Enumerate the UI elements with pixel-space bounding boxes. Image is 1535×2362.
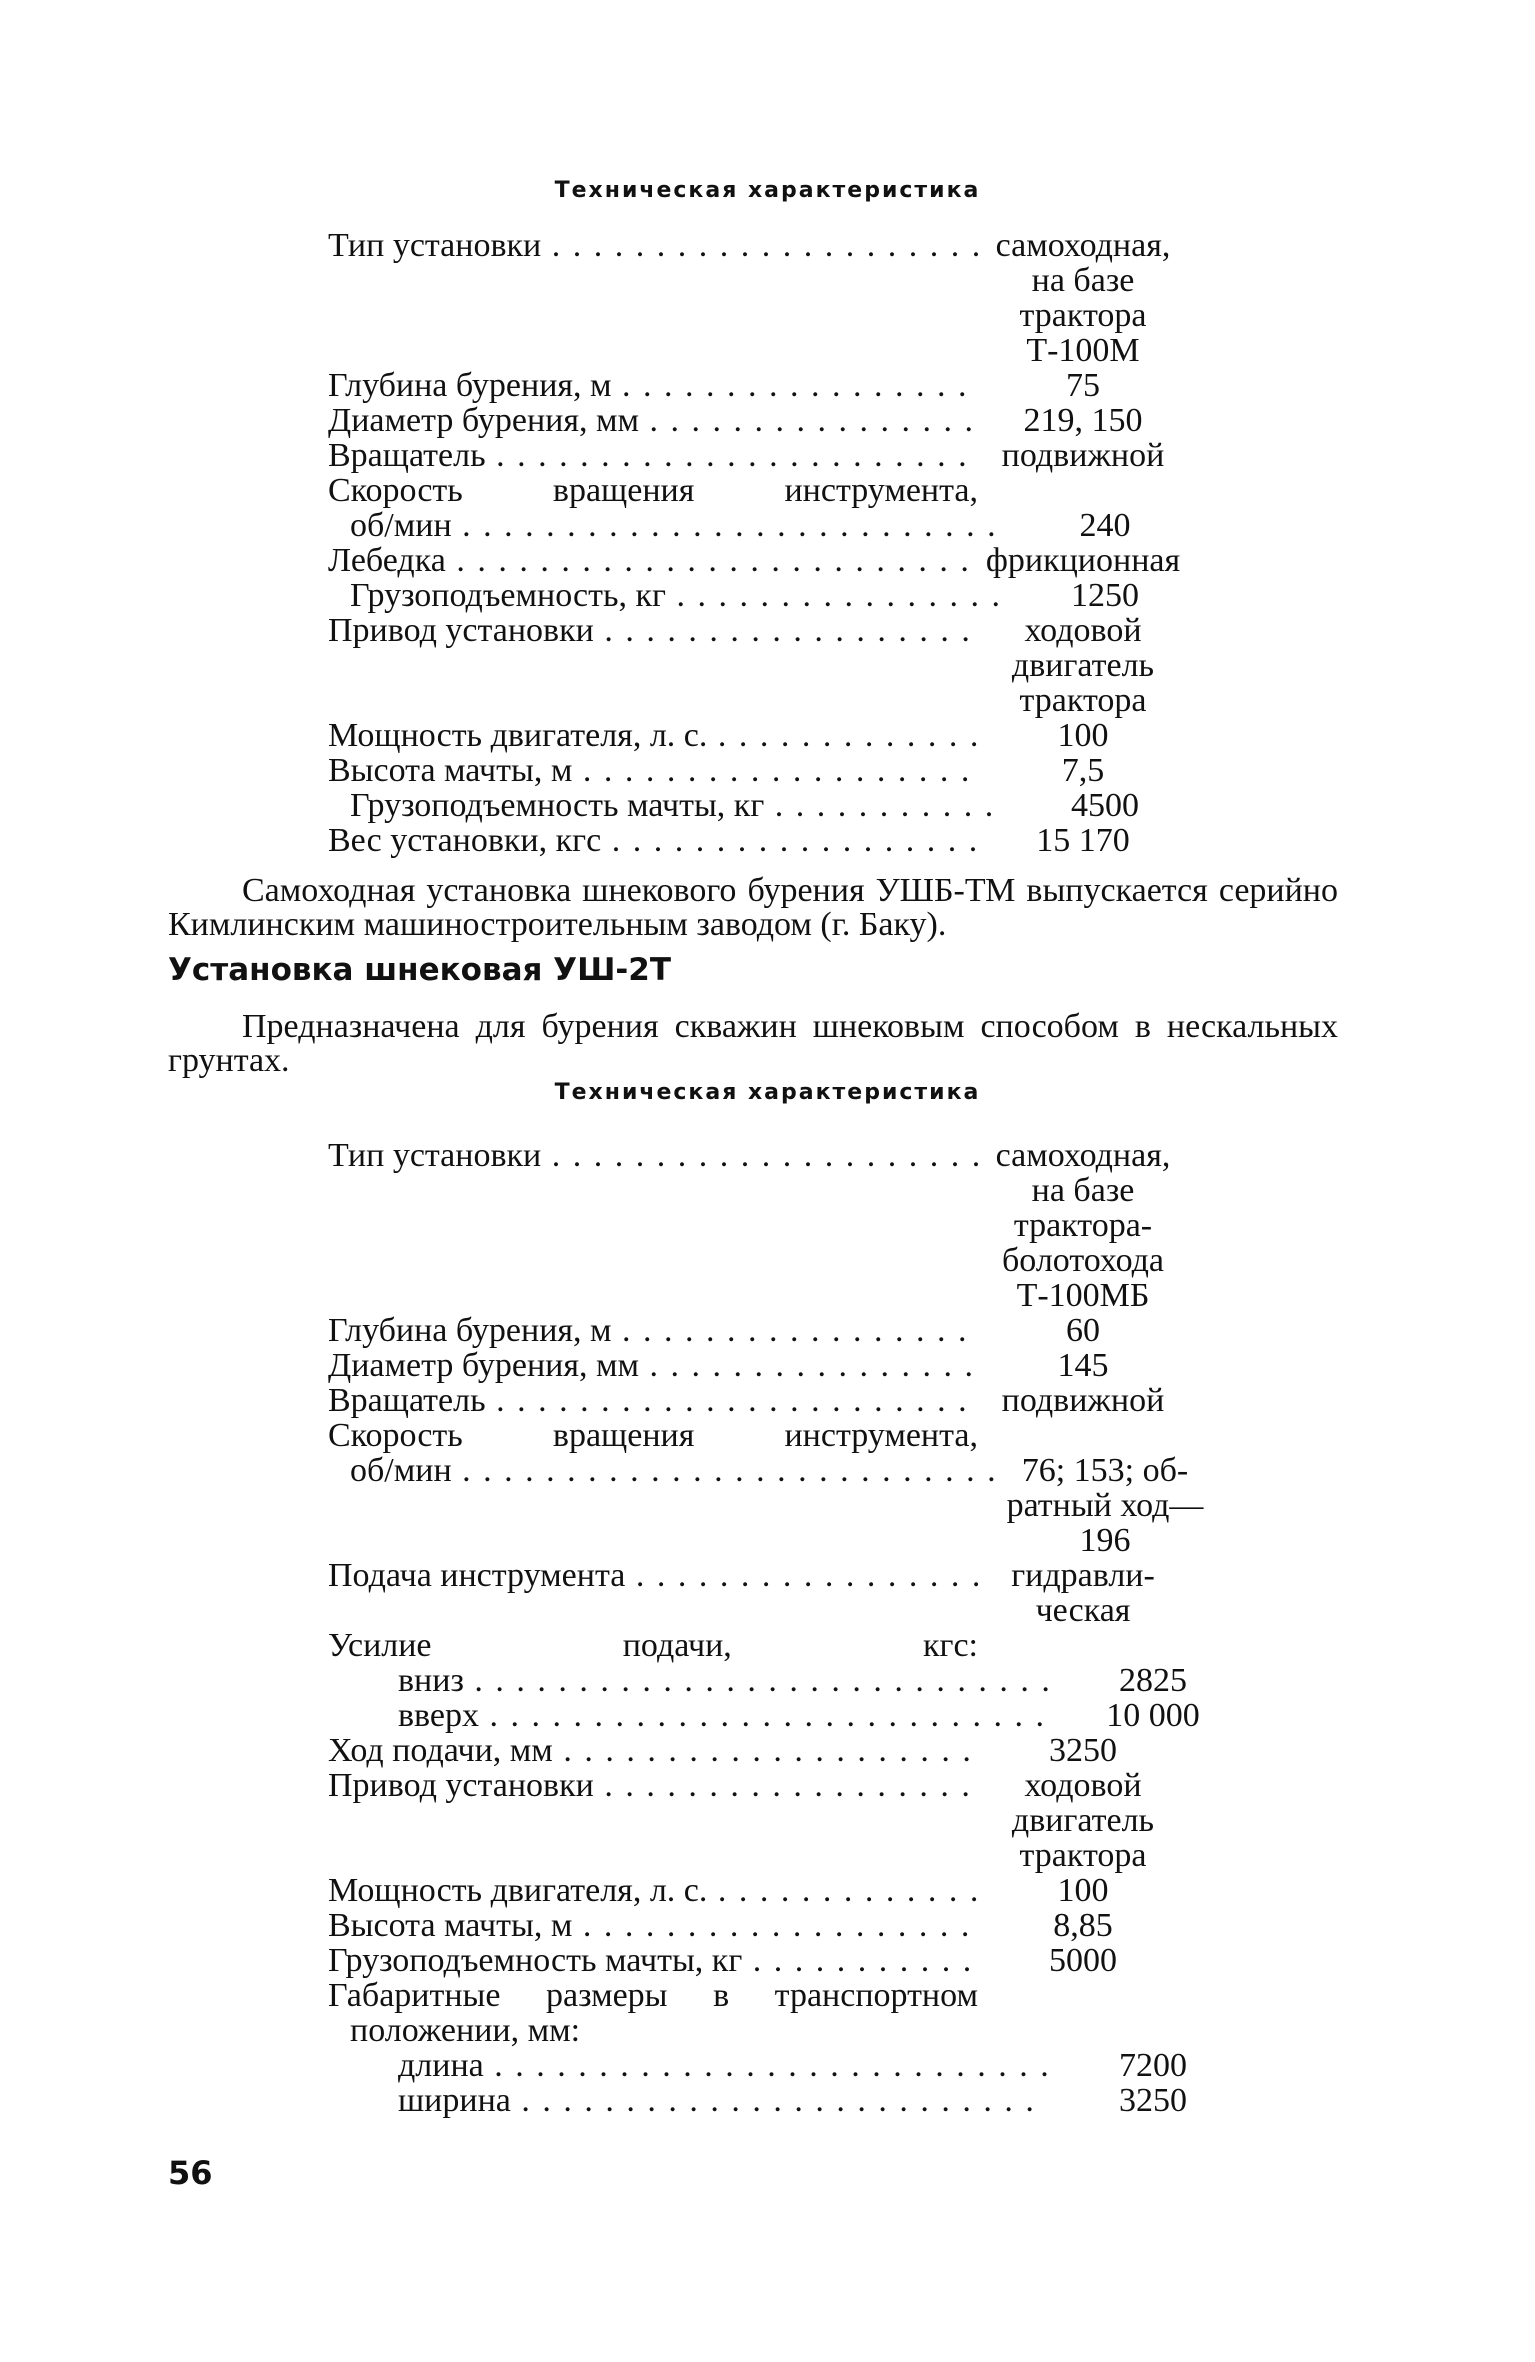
spec-row <box>328 823 1208 858</box>
spec-label: Диаметр бурения, мм . . . <box>328 403 978 438</box>
spec-row <box>328 1628 1208 1663</box>
spec-value: 7,5 <box>1061 752 1105 789</box>
spec-value: самоходная, на базе трактора Т-100М <box>995 227 1171 369</box>
spec-row <box>328 543 1208 578</box>
spec-label: ширина . . . <box>328 2083 1048 2118</box>
spec-row <box>328 508 1208 543</box>
spec-label: Грузоподъемность, кг . . . <box>328 578 1000 613</box>
spec-label: Подача инструмента . . . <box>328 1558 978 1593</box>
spec-label: Высота мачты, м . . . <box>328 1908 978 1943</box>
spec-label: Глубина бурения, м . . . <box>328 1313 978 1348</box>
spec-value: 75 <box>1066 367 1100 404</box>
spec-value: 2825 <box>1119 1662 1187 1699</box>
spec-label: Вращатель . . . <box>328 438 978 473</box>
spec-value: 8,85 <box>1053 1907 1113 1944</box>
spec-value: 3250 <box>1119 2082 1187 2119</box>
spec-row <box>328 613 1208 718</box>
spec-label: Усилие подачи, кгс: <box>328 1628 978 1663</box>
spec-value: 15 170 <box>1036 822 1130 859</box>
paragraph-ushb-tm: Самоходная установка шнекового бурения УШБ-ТМ выпускается серийно Кимлинским машиностроительным заводом (г. Баку). <box>168 872 1338 943</box>
spec-label: длина . . . <box>328 2048 1048 2083</box>
spec-row <box>328 473 1208 508</box>
spec-label: Глубина бурения, м . . . <box>328 368 978 403</box>
spec-row <box>328 1733 1208 1768</box>
spec-value: 7200 <box>1119 2047 1187 2084</box>
spec-label: вниз . . . <box>328 1663 1048 1698</box>
spec-value: 3250 <box>1049 1732 1117 1769</box>
spec-label: Мощность двигателя, л. с. . . . <box>328 1873 978 1908</box>
spec-row <box>328 1383 1208 1418</box>
spec-label: Скорость вращения инструмента, <box>328 473 978 508</box>
spec-value: 240 <box>1079 507 1131 544</box>
spec-row <box>328 1313 1208 1348</box>
spec-label: Мощность двигателя, л. с. . . . <box>328 718 978 753</box>
spec-table-2 <box>328 1138 1208 2118</box>
spec-value: ходовой двигатель трактора <box>1011 1767 1155 1874</box>
spec-value: подвижной <box>1001 437 1165 474</box>
spec-row <box>328 1768 1208 1873</box>
page-number: 56 <box>168 2154 213 2192</box>
spec-label: Вес установки, кгс . . . <box>328 823 978 858</box>
spec-row <box>328 1558 1208 1628</box>
spec-row <box>328 578 1208 613</box>
spec-row <box>328 1418 1208 1453</box>
spec-label: Скорость вращения инструмента, <box>328 1418 978 1453</box>
spec-row <box>328 228 1208 368</box>
spec-value: 4500 <box>1071 787 1139 824</box>
spec-title-1: Техническая характеристика <box>554 178 981 203</box>
spec-label: Ход подачи, мм . . . <box>328 1733 978 1768</box>
spec-label: Грузоподъемность мачты, кг . . . <box>328 788 1000 823</box>
spec-value: 1250 <box>1071 577 1139 614</box>
spec-value: ходовой двигатель трактора <box>1011 612 1155 719</box>
spec-label: Габаритные размеры в транспортном <box>328 1978 978 2013</box>
spec-label: Диаметр бурения, мм . . . <box>328 1348 978 1383</box>
spec-value: 145 <box>1057 1347 1109 1384</box>
spec-table-1 <box>328 228 1208 858</box>
spec-title-2: Техническая характеристика <box>554 1080 981 1105</box>
spec-label: положении, мм: <box>350 2013 581 2048</box>
spec-row <box>328 1873 1208 1908</box>
spec-label: Привод установки . . . <box>328 1768 978 1803</box>
spec-value: 60 <box>1066 1312 1100 1349</box>
spec-row <box>328 1908 1208 1943</box>
spec-row <box>328 438 1208 473</box>
spec-label: вверх . . . <box>328 1698 1048 1733</box>
spec-value: подвижной <box>1001 1382 1165 1419</box>
spec-label: Тип установки . . . <box>328 1138 978 1173</box>
spec-value: 76; 153; об- ратный ход— 196 <box>1006 1452 1204 1559</box>
spec-row <box>328 1138 1208 1313</box>
spec-row <box>328 368 1208 403</box>
spec-row <box>328 1978 1208 2013</box>
spec-label: об/мин . . . <box>328 508 1000 543</box>
spec-row <box>328 1698 1208 1733</box>
spec-row <box>328 1663 1208 1698</box>
spec-row <box>328 2048 1208 2083</box>
spec-value: 10 000 <box>1106 1697 1200 1734</box>
spec-value: гидравли- ческая <box>1011 1557 1155 1629</box>
paragraph-ush-2t-purpose: Предназначена для бурения скважин шнековым способом в нескальных грунтах. <box>168 1008 1338 1079</box>
spec-row <box>328 2013 1208 2048</box>
spec-row <box>328 1943 1208 1978</box>
spec-label: Грузоподъемность мачты, кг . . . <box>328 1943 978 1978</box>
spec-value: самоходная, на базе трактора- болотохода Т-100МБ <box>995 1137 1171 1314</box>
spec-value: 100 <box>1057 1872 1109 1909</box>
spec-label: Лебедка . . . <box>328 543 978 578</box>
spec-row <box>328 718 1208 753</box>
spec-value: 219, 150 <box>1023 402 1143 439</box>
spec-label: об/мин . . . <box>328 1453 1000 1488</box>
spec-row <box>328 1453 1208 1558</box>
spec-label: Вращатель . . . <box>328 1383 978 1418</box>
spec-value: фрикционная <box>985 542 1181 579</box>
section-heading-ush-2t: Установка шнековая УШ-2Т <box>168 952 671 988</box>
spec-row <box>328 403 1208 438</box>
spec-row <box>328 1348 1208 1383</box>
spec-row <box>328 2083 1208 2118</box>
spec-value: 5000 <box>1049 1942 1117 1979</box>
spec-label: Привод установки . . . <box>328 613 978 648</box>
spec-label: Высота мачты, м . . . <box>328 753 978 788</box>
spec-row <box>328 788 1208 823</box>
spec-label: Тип установки . . . <box>328 228 978 263</box>
spec-row <box>328 753 1208 788</box>
spec-value: 100 <box>1057 717 1109 754</box>
